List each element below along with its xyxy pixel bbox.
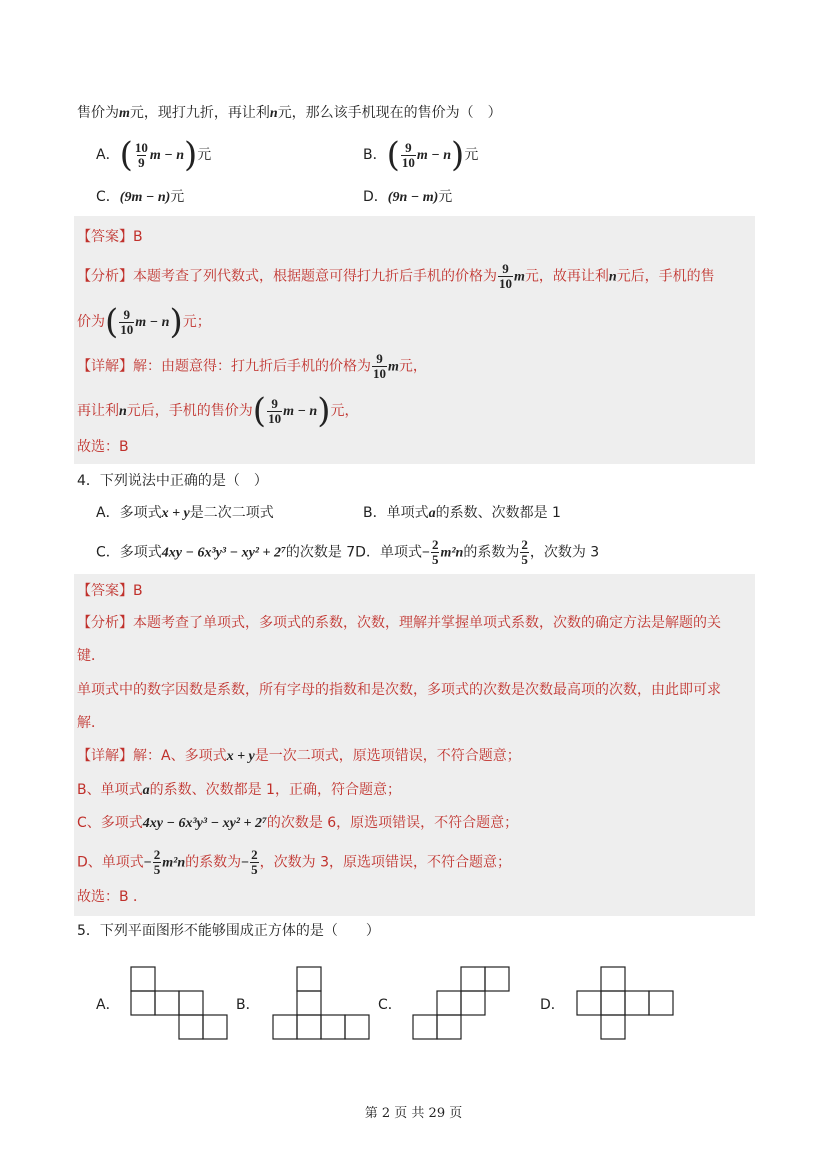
q5-net-c[interactable] xyxy=(412,966,514,1044)
q4-option-a[interactable]: A．多项式x + y是二次二项式 xyxy=(96,505,274,521)
q5-net-b[interactable] xyxy=(272,966,374,1044)
q4-detail-line3: C、多项式4xy − 6x³y³ − xy² + 2⁷的次数是 6，原选项错误，不符合题意； xyxy=(77,815,519,831)
q3-option-c[interactable]: C．(9m − n)元 xyxy=(96,189,185,205)
q3-detail-line1: 【详解】解：由题意得：打九折后手机的价格为 $\frac{9}{10}$ m元， xyxy=(77,351,427,381)
q5-option-d-label[interactable]: D． xyxy=(540,997,565,1013)
q3-choose: 故选：B xyxy=(77,439,129,455)
q4-detail-line2: B、单项式a的系数、次数都是 1，正确，符合题意； xyxy=(77,782,401,798)
q4-analysis-line2: 键． xyxy=(77,648,105,664)
q4-detail-line4: D、单项式− $\frac{2}{5}$ m²n的系数为− $\frac{2}{5}$ ，次数为 3，原选项错误，不符合题意； xyxy=(77,847,511,877)
q5-option-a-label[interactable]: A． xyxy=(96,997,120,1013)
q5-stem: 5．下列平面图形不能够围成正方体的是（ ） xyxy=(77,923,380,939)
q5-option-b-label[interactable]: B． xyxy=(236,997,260,1013)
q3-stem: 售价为m元，现打九折，再让利n元，那么该手机现在的售价为（ ） xyxy=(77,105,502,121)
q3-answer: 【答案】B xyxy=(77,229,143,245)
q3-option-d[interactable]: D．(9n − m)元 xyxy=(363,189,453,205)
q4-option-b[interactable]: B．单项式a的系数、次数都是 1 xyxy=(363,505,561,521)
q4-option-c-d[interactable]: C．多项式4xy − 6x³y³ − xy² + 2⁷的次数是 7D．单项式− $\frac{2}{5}$ m²n的系数为 $\frac{2}{5}$ ，次数为 3 xyxy=(96,537,600,567)
q4-detail-line1: 【详解】解：A、多项式x + y是一次二项式，原选项错误，不符合题意； xyxy=(77,748,521,764)
q5-net-d[interactable] xyxy=(576,966,678,1044)
q4-stem: 4．下列说法中正确的是（ ） xyxy=(77,473,268,489)
q3-option-a[interactable]: A．( $\frac{10}{9}$ m − n)元 xyxy=(96,135,212,175)
q4-answer: 【答案】B xyxy=(77,583,143,599)
q4-analysis-line3: 单项式中的数字因数是系数，所有字母的指数和是次数，多项式的次数是次数最高项的次数，由此即可求 xyxy=(77,682,721,698)
q3-option-b[interactable]: B．( $\frac{9}{10}$ m − n)元 xyxy=(363,135,479,175)
q3-detail-line2: 再让利n元后，手机的售价为( $\frac{9}{10}$ m − n)元， xyxy=(77,391,359,431)
page-footer: 第 2 页 共 29 页 xyxy=(364,1106,463,1121)
q4-analysis-line1: 【分析】本题考查了单项式，多项式的系数，次数，理解并掌握单项式系数，次数的确定方法是解题的关 xyxy=(77,615,721,631)
q3-analysis-line2: 价为( $\frac{9}{10}$ m − n)元； xyxy=(77,302,211,342)
q5-net-a[interactable] xyxy=(130,966,232,1044)
q3-analysis-line1: 【分析】本题考查了列代数式，根据题意可得打九折后手机的价格为 $\frac{9}{10}$ m元，故再让利n元后，手机的售 xyxy=(77,261,715,291)
q5-option-c-label[interactable]: C． xyxy=(378,997,402,1013)
q4-analysis-line4: 解． xyxy=(77,715,105,731)
q4-choose: 故选：B ． xyxy=(77,889,148,905)
